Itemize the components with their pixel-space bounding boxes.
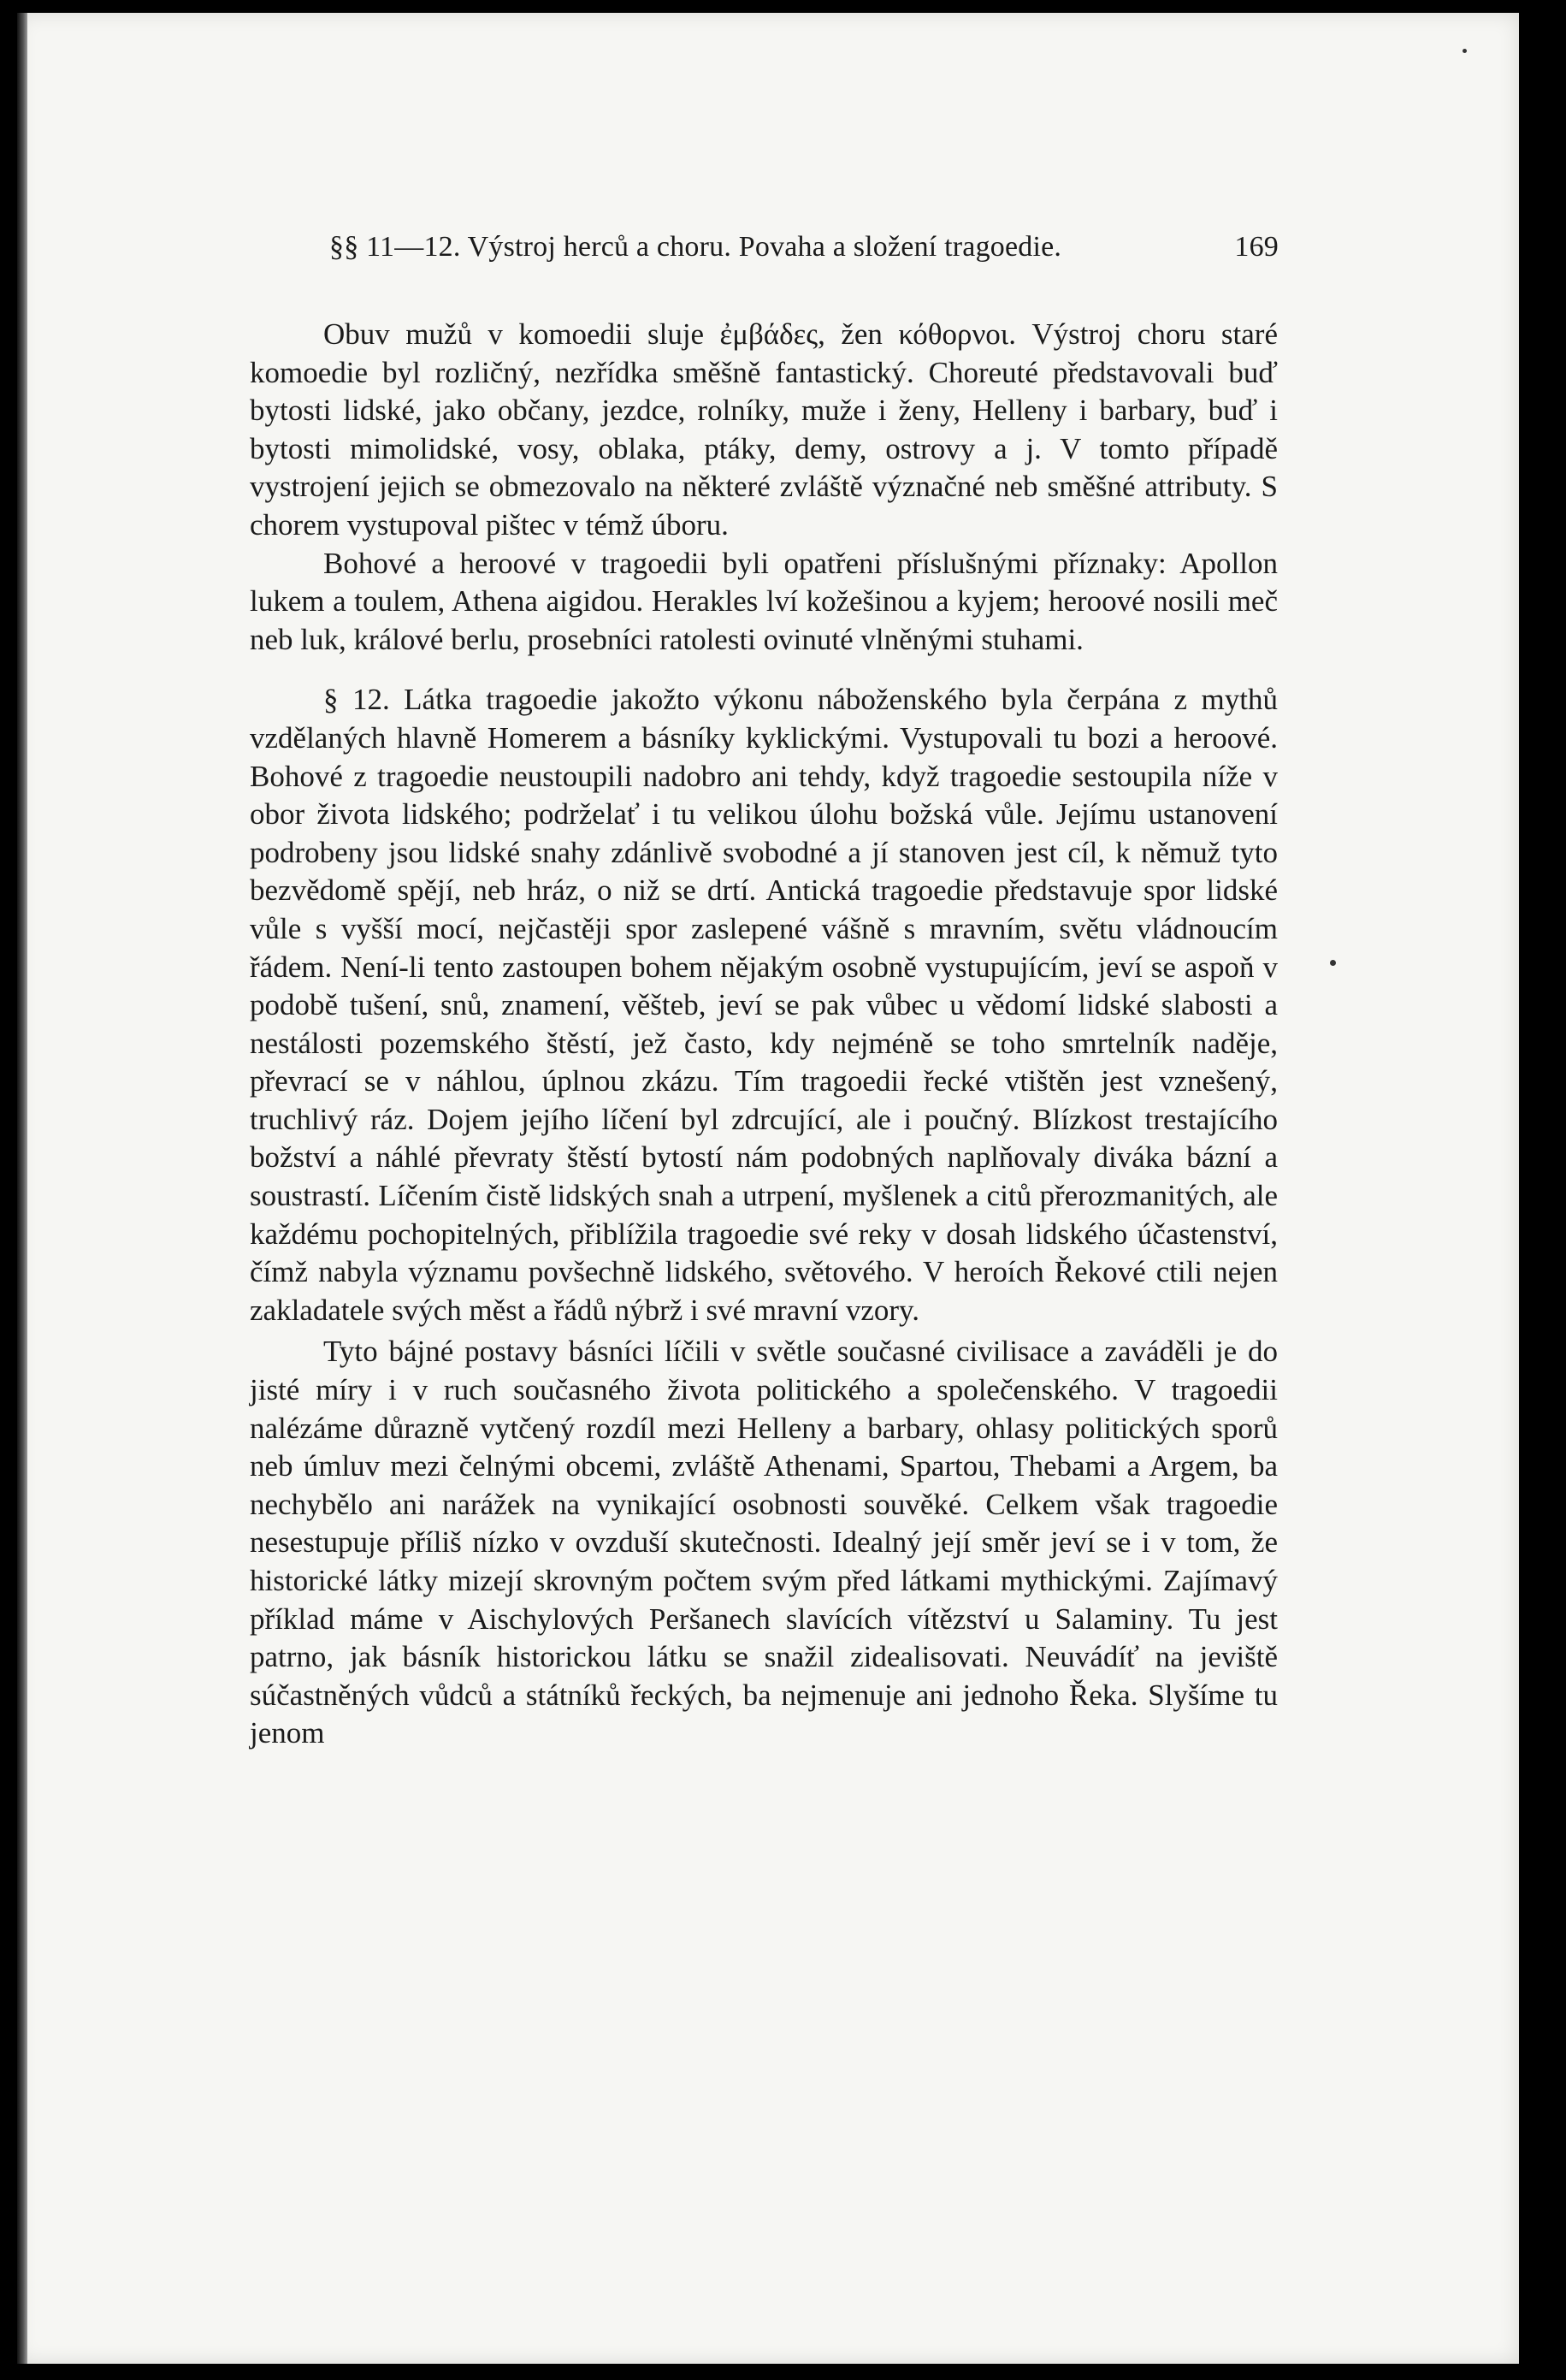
paragraph-mythic-figures: Tyto bájné postavy básníci líčili v světle současné civilisace a zaváděli je do jisté míry i v ruch současného života politického a společenského. V tragoedii nalézáme důrazně vytčený rozdíl mezi Helleny a barbary, ohlasy politických sporů neb úmluv mezi čelnými obcemi, zvláště Athenami, Spartou, Thebami a Argem, ba nechybělo ani narážek na vynikající osobnosti souvěké. Celkem však tragoedie nesestupuje příliš nízko v ovzduší skutečnosti. Idealný její směr jeví se i v tom, že historické látky mizejí skrovným počtem svým před látkami mythickými. Zajímavý příklad máme v Aischylových Peršanech slavících vítězství u Salaminy. Tu jest patrno, jak básník historickou látku se snažil zidealisovati. Neuvádíť na jeviště súčastněných vůdců a státníků řeckých, ba nejmenuje ani jednoho Řeka. Slyšíme tu jenom <box>250 1335 1278 1750</box>
scanned-page <box>17 13 1519 2364</box>
book-spine-shadow <box>17 13 27 2364</box>
running-header-title: §§ 11—12. Výstroj herců a choru. Povaha a složení tragoedie. <box>329 231 1062 263</box>
body-text <box>250 316 1278 1753</box>
page-number: 169 <box>1234 231 1279 263</box>
running-header <box>329 231 1279 270</box>
paragraph-section-12: § 12. Látka tragoedie jakožto výkonu náboženského byla čerpána z mythů vzdělaných hlavně Homerem a básníky kyklickými. Vystupovali tu bozi a heroové. Bohové z tragoedie neustoupili nadobro ani tehdy, když tragoedie sestoupila níže v obor života lidského; podrželať i tu velikou úlohu božská vůle. Jejímu ustanovení podrobeny jsou lidské snahy zdánlivě svobodné a jí stanoven jest cíl, k němuž tyto bezvědomě spějí, neb hráz, o niž se drtí. Antická tragoedie představuje spor lidské vůle s vyšší mocí, nejčastěji spor zaslepené vášně s mravním, světu vládnoucím řádem. Není-li tento zastoupen bohem nějakým osobně vystupujícím, jeví se aspoň v podobě tušení, snů, znamení, věšteb, jeví se pak vůbec u vědomí lidské slabosti a nestálosti pozemského štěstí, jež často, kdy nejméně se toho smrtelník naděje, převrací se v náhlou, úplnou zkázu. Tím tragoedii řecké vtištěn jest vznešený, truchlivý ráz. Dojem jejího líčení byl zdrcující, ale i poučný. Blízkost trestajícího božství a náhlé převraty štěstí bytostí nám podobných naplňovaly diváka bázní a soustrastí. Líčením čistě lidských snah a utrpení, myšlenek a citů přerozmanitých, ale každému pochopitelných, přiblížila tragoedie své reky v dosah lidského účastenství, čímž nabyla významu povšechně lidského, světového. V heroích Řekové ctili nejen zakladatele svých měst a řádů nýbrž i své mravní vzory. <box>250 683 1278 1327</box>
scan-speck <box>1463 49 1467 53</box>
scan-speck <box>1330 960 1336 966</box>
paragraph-gods-attributes: Bohové a heroové v tragoedii byli opatřeni příslušnými příznaky: Apollon lukem a toulem, Athena aigidou. Herakles lví kožešinou a kyjem; heroové nosili meč neb luk, králové berlu, prosebníci ratolesti ovinuté vlněnými stuhami. <box>250 546 1278 656</box>
paragraph-footwear: Obuv mužů v komoedii sluje ἐμβάδες, žen κόθορνοι. Výstroj choru staré komoedie byl rozličný, nezřídka směšně fantastický. Choreuté představovali buď bytosti lidské, jako občany, jezdce, rolníky, muže i ženy, Helleny i barbary, buď i bytosti mimolidské, vosy, oblaka, ptáky, demy, ostrovy a j. V tomto případě vystrojení jejich se obmezovalo na některé zvláště význačné neb směšné attributy. S chorem vystupoval pištec v témž úboru. <box>250 317 1278 542</box>
